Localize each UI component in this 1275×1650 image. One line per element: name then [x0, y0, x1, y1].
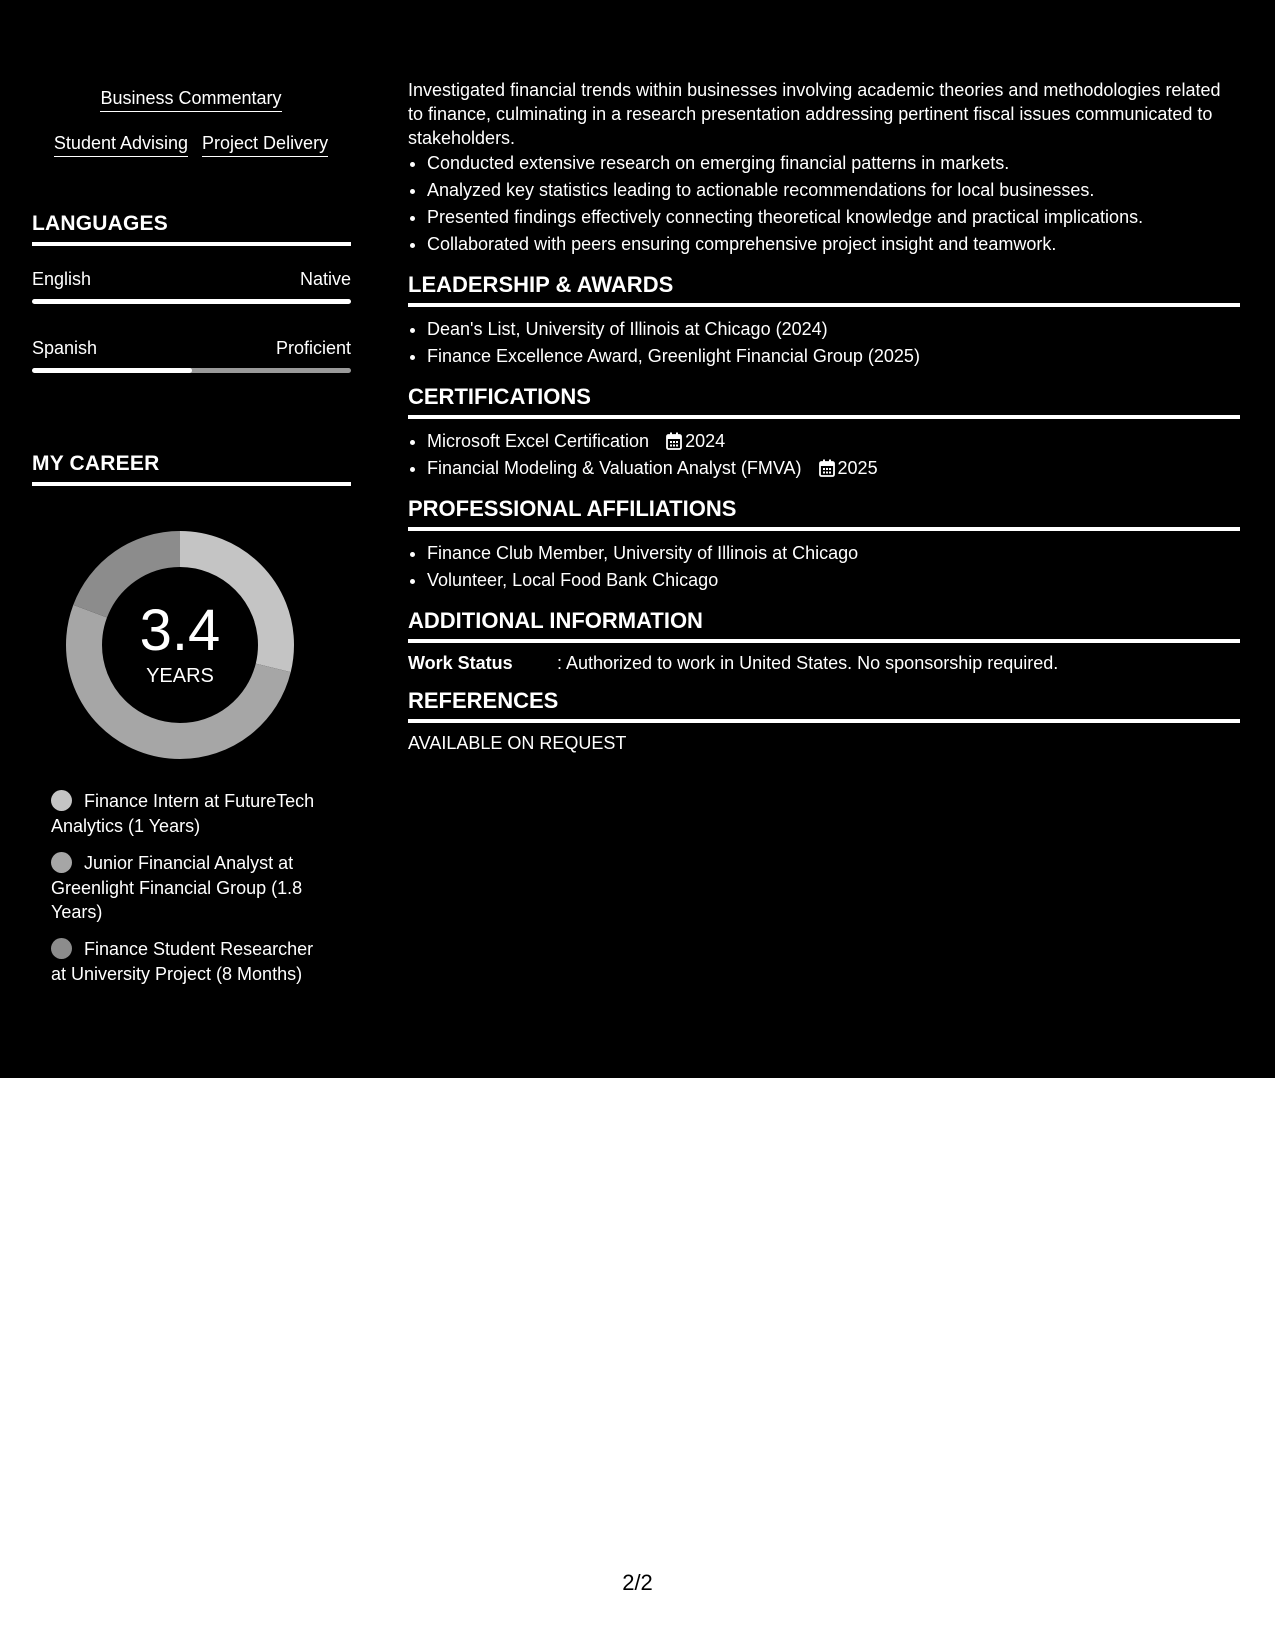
skills-row-2	[0, 132, 382, 157]
language-name: Spanish	[32, 338, 98, 358]
leadership-list	[408, 316, 1240, 370]
language-level: Native	[299, 269, 351, 289]
work-status-row	[408, 652, 1240, 674]
language-bar-fill	[32, 368, 192, 373]
references-heading: REFERENCES	[408, 688, 1240, 723]
list-item: • Finance Club Member, University of Illinois at Chicago	[427, 540, 1240, 567]
career-legend-item	[51, 937, 331, 986]
work-status-label: Work Status	[408, 653, 513, 673]
language-bar-english	[32, 299, 351, 304]
legend-dot	[51, 852, 72, 873]
affiliations-heading: PROFESSIONAL AFFILIATIONS	[408, 496, 1240, 531]
language-level: Proficient	[275, 338, 351, 358]
language-name: English	[32, 269, 92, 289]
career-legend-label: Finance Student Researcher at University Project (8 Months)	[51, 939, 314, 984]
list-item: • Finance Excellence Award, Greenlight Financial Group (2025)	[427, 343, 1240, 370]
references-text: AVAILABLE ON REQUEST	[408, 733, 627, 753]
work-status-value: : Authorized to work in United States. No sponsorship required.	[557, 653, 1059, 673]
language-bar-fill	[32, 299, 351, 304]
main-column	[408, 78, 1240, 754]
list-item: • Analyzed key statistics leading to actionable recommendations for local businesses.	[427, 177, 1240, 204]
list-item	[427, 428, 1240, 455]
languages-heading: LANGUAGES	[32, 212, 351, 246]
language-bar-spanish	[32, 368, 351, 373]
certifications-heading: CERTIFICATIONS	[408, 384, 1240, 419]
list-item: • Conducted extensive research on emerging financial patterns in markets.	[427, 150, 1240, 177]
language-english	[32, 268, 351, 290]
skill-tag: Student Advising	[54, 132, 188, 157]
career-heading: MY CAREER	[32, 452, 351, 486]
certification-year: 2024	[685, 431, 726, 451]
list-item: • Volunteer, Local Food Bank Chicago	[427, 567, 1240, 594]
certifications-list	[408, 428, 1240, 482]
calendar-icon	[819, 459, 835, 477]
skill-tag: Business Commentary	[100, 87, 281, 112]
certification-name: Microsoft Excel Certification	[427, 431, 650, 451]
legend-dot	[51, 790, 72, 811]
list-item: • Presented findings effectively connecting theoretical knowledge and practical implications.	[427, 204, 1240, 231]
additional-info-heading: ADDITIONAL INFORMATION	[408, 608, 1240, 643]
project-description: Investigated financial trends within businesses involving academic theories and methodologies related to finance, culminating in a research presentation addressing pertinent fiscal issues communicated to stakeholders.	[408, 80, 1221, 148]
career-legend-item	[51, 851, 331, 925]
career-legend-label: Finance Intern at FutureTech Analytics (1 Years)	[51, 791, 315, 836]
career-total-value: 3.4	[139, 598, 221, 663]
sidebar	[0, 0, 382, 1078]
certification-year: 2025	[837, 458, 878, 478]
list-item: • Collaborated with peers ensuring comprehensive project insight and teamwork.	[427, 231, 1240, 258]
list-item: • Dean's List, University of Illinois at Chicago (2024)	[427, 316, 1240, 343]
project-bullets	[408, 150, 1240, 258]
skills-row-1	[0, 87, 382, 112]
language-spanish	[32, 337, 351, 359]
leadership-heading: LEADERSHIP & AWARDS	[408, 272, 1240, 307]
certification-name: Financial Modeling & Valuation Analyst (FMVA)	[427, 458, 802, 478]
page-number: 2/2	[622, 1570, 653, 1595]
legend-dot	[51, 938, 72, 959]
skill-tag: Project Delivery	[202, 132, 328, 157]
affiliations-list	[408, 540, 1240, 594]
career-legend-item	[51, 789, 331, 838]
calendar-icon	[666, 432, 682, 450]
career-total-unit: YEARS	[146, 665, 214, 687]
list-item	[427, 455, 1240, 482]
career-legend-label: Junior Financial Analyst at Greenlight Financial Group (1.8 Years)	[51, 853, 303, 922]
